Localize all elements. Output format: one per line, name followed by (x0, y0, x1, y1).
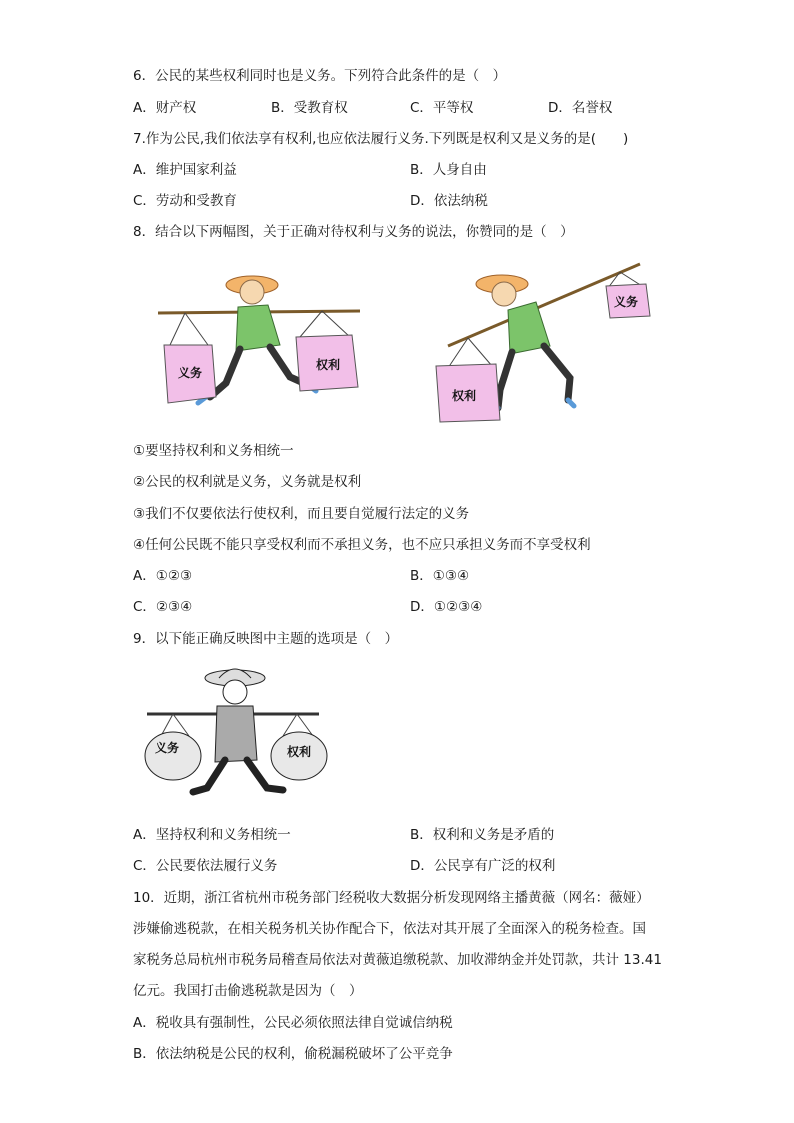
q9-option-a: A．坚持权利和义务相统一 (133, 827, 291, 843)
bag-right-label: 义务 (614, 295, 639, 309)
q10-option-b: B．依法纳税是公民的权利，偷税漏税破坏了公平竞争 (133, 1046, 453, 1062)
q10-stem-line-2: 涉嫌偷逃税款，在相关税务机关协作配合下，依法对其开展了全面深入的税务检查。国 (133, 921, 646, 937)
bag-left (145, 732, 201, 780)
q6-option-b: B．受教育权 (271, 100, 348, 116)
q8-option-a: A．①②③ (133, 568, 193, 584)
q8-statement-2: ②公民的权利就是义务，义务就是权利 (133, 474, 362, 490)
q8-statement-3: ③我们不仅要依法行使权利，而且要自觉履行法定的义务 (133, 506, 470, 522)
q10-stem-line-1: 10．近期，浙江省杭州市税务部门经税收大数据分析发现网络主播黄薇（网名：薇娅） (133, 890, 650, 906)
q9-stem: 9．以下能正确反映图中主题的选项是（ ） (133, 631, 399, 647)
q8-figure-unbalanced (420, 250, 670, 425)
q9-option-c: C．公民要依法履行义务 (133, 858, 278, 874)
q7-option-a: A．维护国家利益 (133, 162, 237, 178)
bag-right-label: 权利 (316, 358, 341, 372)
bag-left-label: 权利 (452, 389, 477, 403)
bag-right-label: 权利 (287, 745, 312, 759)
q10-stem-line-3: 家税务总局杭州市税务局稽查局依法对黄薇追缴税款、加收滞纳金并处罚款，共计 13.41 (133, 952, 662, 968)
q8-statement-4: ④任何公民既不能只享受权利而不承担义务，也不应只承担义务而不享受权利 (133, 537, 591, 553)
q9-option-d: D．公民享有广泛的权利 (410, 858, 556, 874)
q8-option-c: C．②③④ (133, 599, 193, 615)
q8-statement-1: ①要坚持权利和义务相统一 (133, 443, 294, 459)
q6-option-a: A．财产权 (133, 100, 197, 116)
bag-left-label: 义务 (178, 366, 203, 380)
q7-option-b: B．人身自由 (410, 162, 487, 178)
q8-option-d: D．①②③④ (410, 599, 483, 615)
q7-option-c: C．劳动和受教育 (133, 193, 237, 209)
q10-option-a: A．税收具有强制性，公民必须依照法律自觉诚信纳税 (133, 1015, 453, 1031)
q8-option-b: B．①③④ (410, 568, 470, 584)
bag-left-label: 义务 (155, 741, 180, 755)
q6-stem: 6．公民的某些权利同时也是义务。下列符合此条件的是（ ） (133, 68, 507, 84)
q6-option-d: D．名誉权 (548, 100, 613, 116)
q7-stem: 7.作为公民,我们依法享有权利,也应依法履行义务.下列既是权利又是义务的是( ) (133, 131, 629, 147)
q9-option-b: B．权利和义务是矛盾的 (410, 827, 555, 843)
q9-figure (133, 660, 333, 810)
q8-figure-balanced (140, 265, 380, 425)
q7-option-d: D．依法纳税 (410, 193, 488, 209)
q8-stem: 8．结合以下两幅图，关于正确对待权利与义务的说法，你赞同的是（ ） (133, 224, 574, 240)
q6-option-c: C．平等权 (410, 100, 474, 116)
q10-stem-line-4: 亿元。我国打击偷逃税款是因为（ ） (133, 983, 363, 999)
